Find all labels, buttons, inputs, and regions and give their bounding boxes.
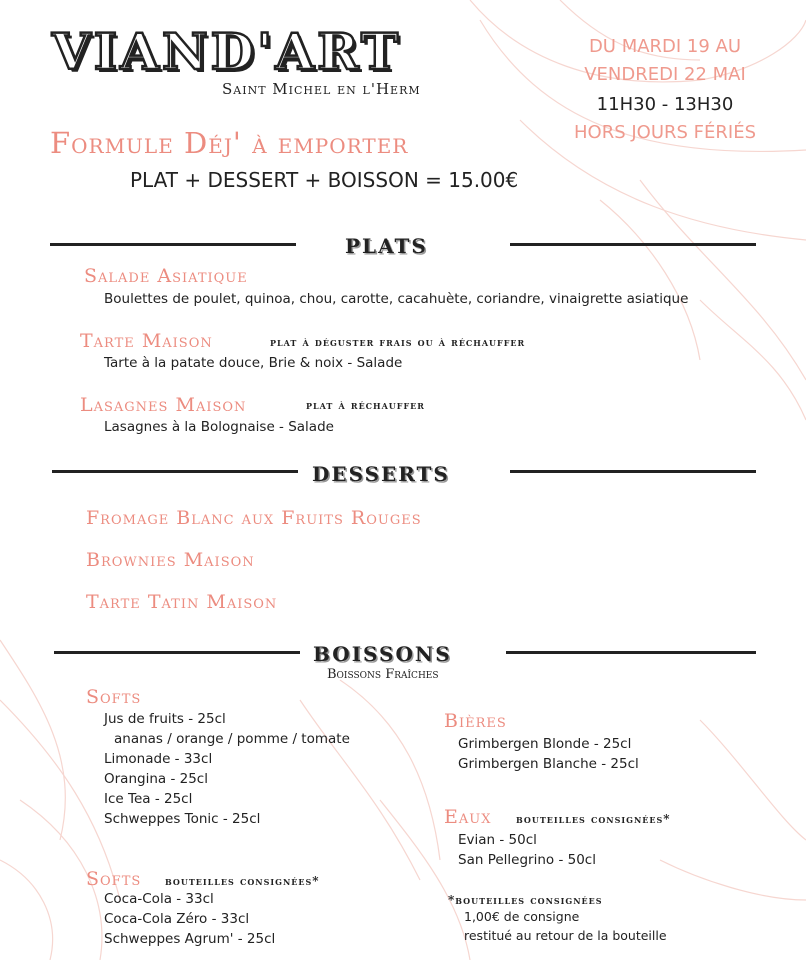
plat-description: Lasagnes à la Bolognaise - Salade <box>104 419 334 435</box>
drink-item: Orangina - 25cl <box>104 771 208 787</box>
plat-title: Salade Asiatique <box>84 265 248 287</box>
drink-item: Evian - 50cl <box>458 832 537 848</box>
formule-title: Formule Déj' à emporter <box>50 126 409 160</box>
location-subtitle: Saint Michel en l'Herm <box>222 80 421 98</box>
bieres-title: Bières <box>444 710 507 732</box>
drink-item: Schweppes Tonic - 25cl <box>104 811 261 827</box>
eaux-note: bouteilles consignées* <box>516 812 671 826</box>
divider-line <box>52 470 298 473</box>
footnote-line: restitué au retour de la bouteille <box>464 928 667 943</box>
section-heading-plats: PLATS <box>345 234 428 258</box>
drink-item: Limonade - 33cl <box>104 751 213 767</box>
date-range-line-2: VENDREDI 22 MAI <box>584 64 746 85</box>
dessert-item: Tarte Tatin Maison <box>86 591 278 613</box>
divider-line <box>510 243 756 246</box>
drink-item: Jus de fruits - 25cl <box>104 711 226 727</box>
footnote-title: *bouteilles consignées <box>448 893 603 907</box>
drink-item: San Pellegrino - 50cl <box>458 852 596 868</box>
plat-note: plat à réchauffer <box>306 398 425 412</box>
holiday-exception: HORS JOURS FÉRIÉS <box>573 122 756 143</box>
drink-item: Schweppes Agrum' - 25cl <box>104 931 276 947</box>
boissons-subheading: Boissons Fraîches <box>327 667 439 682</box>
softs-consignes-note: bouteilles consignées* <box>165 874 320 888</box>
drink-item: Coca-Cola - 33cl <box>104 891 214 907</box>
drink-item: Grimbergen Blonde - 25cl <box>458 736 632 752</box>
section-heading-boissons: BOISSONS <box>313 642 452 666</box>
divider-line <box>50 243 296 246</box>
divider-line <box>54 651 300 654</box>
plat-description: Boulettes de poulet, quinoa, chou, carotte, cacahuète, coriandre, vinaigrette asiatique <box>104 291 689 307</box>
plat-note: plat à déguster frais ou à réchauffer <box>270 335 526 349</box>
section-heading-desserts: DESSERTS <box>312 462 450 486</box>
eaux-title: Eaux <box>444 806 492 828</box>
divider-line <box>506 651 756 654</box>
opening-hours: 11H30 - 13H30 <box>596 94 734 115</box>
formule-price: PLAT + DESSERT + BOISSON = 15.00€ <box>130 168 519 192</box>
softs-consignes-title: Softs <box>86 868 142 890</box>
drink-item: Grimbergen Blanche - 25cl <box>458 756 639 772</box>
softs-title: Softs <box>86 686 142 708</box>
plat-title: Lasagnes Maison <box>80 394 247 416</box>
drink-item: Coca-Cola Zéro - 33cl <box>104 911 250 927</box>
dessert-item: Fromage Blanc aux Fruits Rouges <box>86 507 422 529</box>
plat-description: Tarte à la patate douce, Brie & noix - Salade <box>104 355 403 371</box>
dessert-item: Brownies Maison <box>86 549 255 571</box>
restaurant-logo: VIAND'ART <box>52 22 402 81</box>
drink-item: Ice Tea - 25cl <box>104 791 193 807</box>
plat-title: Tarte Maison <box>80 330 213 352</box>
drink-item-detail: ananas / orange / pomme / tomate <box>114 731 350 747</box>
divider-line <box>510 470 756 473</box>
footnote-line: 1,00€ de consigne <box>464 909 580 924</box>
date-range-line-1: DU MARDI 19 AU <box>588 36 742 57</box>
